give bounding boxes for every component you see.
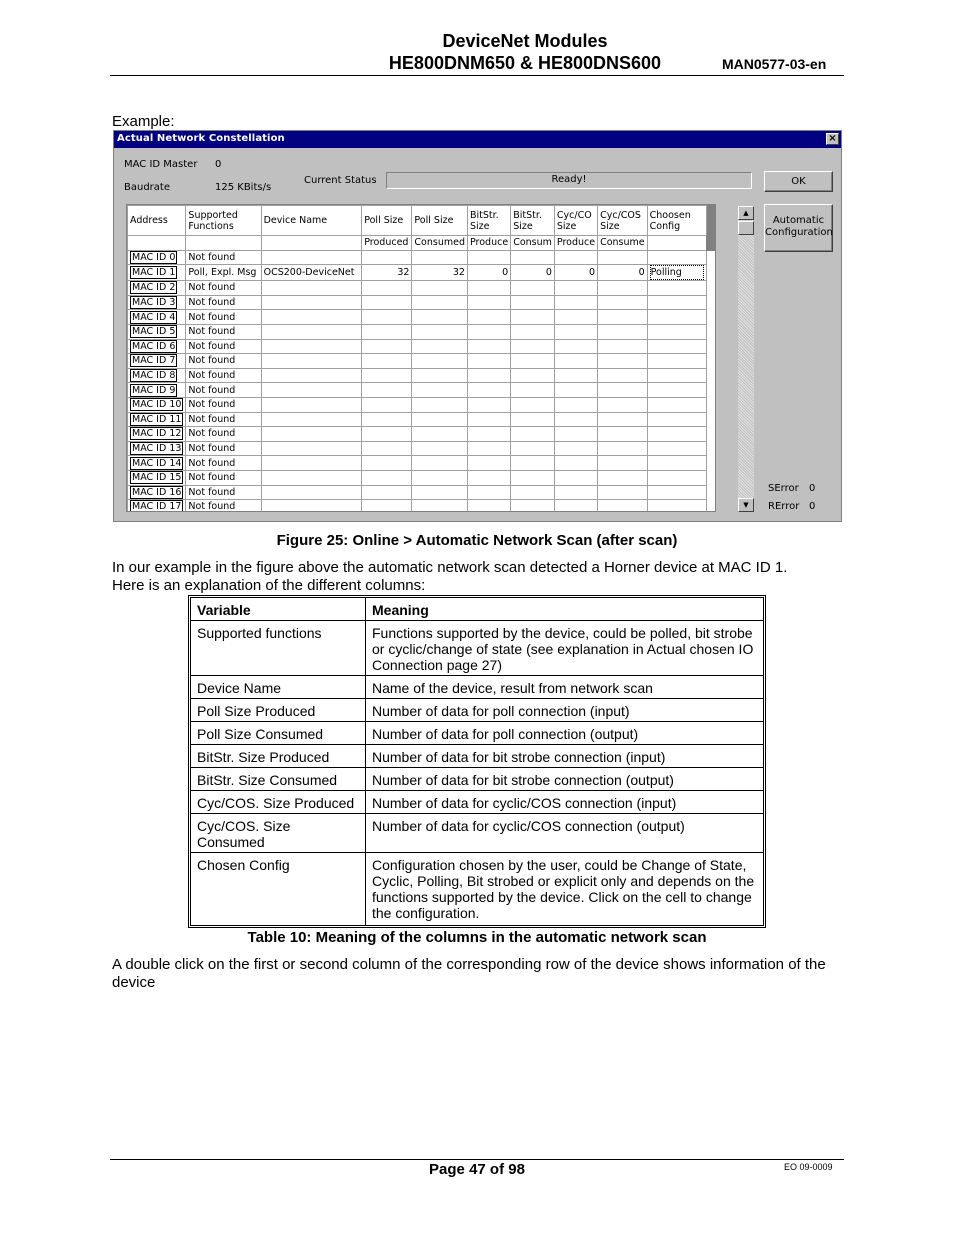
col-poll-size-consumed[interactable]: Poll Size: [412, 206, 468, 236]
col-device-name[interactable]: Device Name: [261, 206, 362, 236]
meaning-cell: Number of data for poll connection (output): [366, 722, 764, 745]
row-chosen-config[interactable]: [647, 397, 706, 412]
variable-cell: Device Name: [191, 676, 366, 699]
table-caption: Table 10: Meaning of the columns in the automatic network scan: [247, 929, 707, 946]
row-chosen-config[interactable]: [647, 412, 706, 427]
row-chosen-config[interactable]: [647, 427, 706, 442]
device-row[interactable]: [128, 368, 715, 383]
row-bit-produced[interactable]: [467, 324, 510, 339]
row-chosen-config[interactable]: [647, 470, 706, 485]
document-title-line1: DeviceNet Modules: [442, 31, 608, 51]
mac-id-master-value: 0: [215, 159, 222, 170]
row-functions[interactable]: Not found: [186, 250, 261, 265]
row-address[interactable]: MAC ID 14: [128, 456, 186, 471]
row-functions[interactable]: Poll, Expl. Msg: [186, 265, 261, 281]
current-status-label: Current Status: [304, 175, 377, 186]
row-functions[interactable]: Not found: [186, 485, 261, 500]
row-cyc-produced[interactable]: [554, 441, 597, 456]
grid-scrollbar[interactable]: [738, 206, 754, 512]
figure-caption: Figure 25: Online > Automatic Network Scan (after scan): [276, 532, 678, 549]
row-poll-consumed[interactable]: [412, 281, 468, 296]
row-device-name[interactable]: [261, 397, 362, 412]
meaning-row: [191, 768, 764, 791]
row-device-name[interactable]: [261, 339, 362, 354]
row-bit-consumed[interactable]: [511, 485, 555, 500]
row-poll-produced[interactable]: [362, 412, 412, 427]
meaning-row: [191, 722, 764, 745]
row-address[interactable]: MAC ID 0: [128, 250, 186, 265]
row-poll-consumed[interactable]: [412, 250, 468, 265]
col-chosen-config[interactable]: Choosen Config: [647, 206, 706, 236]
variable-cell: Cyc/COS. Size Consumed: [191, 814, 366, 853]
row-poll-produced[interactable]: 32: [362, 265, 412, 281]
intro-line-1: In our example in the figure above the automatic network scan detected a Horner device at MAC ID 1.: [112, 559, 788, 576]
row-cyc-consumed[interactable]: [598, 324, 648, 339]
row-bit-produced[interactable]: [467, 281, 510, 296]
network-table: [127, 205, 715, 512]
row-bit-consumed[interactable]: [511, 281, 555, 296]
variable-cell: BitStr. Size Consumed: [191, 768, 366, 791]
row-bit-consumed[interactable]: [511, 339, 555, 354]
row-bit-consumed[interactable]: [511, 368, 555, 383]
row-cyc-produced[interactable]: [554, 427, 597, 442]
example-label: Example:: [112, 113, 175, 130]
row-bit-consumed[interactable]: [511, 441, 555, 456]
row-bit-produced[interactable]: [467, 250, 510, 265]
row-bit-consumed[interactable]: [511, 412, 555, 427]
device-row[interactable]: [128, 281, 715, 296]
row-chosen-config[interactable]: [647, 324, 706, 339]
device-row[interactable]: [128, 354, 715, 369]
meaning-row: [191, 745, 764, 768]
row-functions[interactable]: Not found: [186, 324, 261, 339]
page-number: Page 47 of 98: [429, 1161, 525, 1178]
scroll-thumb[interactable]: [738, 221, 754, 235]
row-bit-produced[interactable]: [467, 412, 510, 427]
row-device-name[interactable]: [261, 250, 362, 265]
automatic-configuration-button[interactable]: [764, 204, 833, 252]
variable-cell: Cyc/COS. Size Produced: [191, 791, 366, 814]
automatic-configuration-label-2: Configuration: [765, 227, 833, 238]
intro-line-2: Here is an explanation of the different columns:: [112, 577, 426, 594]
row-cyc-produced[interactable]: [554, 250, 597, 265]
row-bit-produced[interactable]: [467, 339, 510, 354]
row-bit-produced[interactable]: [467, 310, 510, 325]
row-poll-consumed[interactable]: [412, 412, 468, 427]
row-cyc-consumed[interactable]: [598, 295, 648, 310]
row-cyc-consumed[interactable]: [598, 456, 648, 471]
row-poll-produced[interactable]: [362, 295, 412, 310]
row-cyc-produced[interactable]: [554, 310, 597, 325]
row-poll-produced[interactable]: [362, 310, 412, 325]
row-poll-consumed[interactable]: [412, 441, 468, 456]
row-poll-consumed[interactable]: [412, 397, 468, 412]
device-row[interactable]: [128, 265, 715, 281]
row-poll-produced[interactable]: [362, 324, 412, 339]
device-row[interactable]: [128, 441, 715, 456]
meaning-row: [191, 853, 764, 926]
row-poll-produced[interactable]: [362, 427, 412, 442]
row-bit-consumed[interactable]: [511, 427, 555, 442]
meaning-cell: Number of data for cyclic/COS connection (input): [366, 791, 764, 814]
row-poll-produced[interactable]: [362, 500, 412, 512]
row-chosen-config[interactable]: [647, 383, 706, 398]
row-address[interactable]: MAC ID 6: [128, 339, 186, 354]
row-cyc-consumed[interactable]: 0: [598, 265, 648, 281]
row-poll-produced[interactable]: [362, 456, 412, 471]
sub-bit-consumed: Consum: [511, 236, 555, 251]
row-address[interactable]: MAC ID 9: [128, 383, 186, 398]
row-chosen-config[interactable]: [647, 310, 706, 325]
row-bit-consumed[interactable]: [511, 354, 555, 369]
row-poll-consumed[interactable]: [412, 456, 468, 471]
row-functions[interactable]: Not found: [186, 310, 261, 325]
dialog-title: Actual Network Constellation: [117, 133, 285, 144]
grid-header-row: [128, 206, 715, 236]
variable-cell: Poll Size Consumed: [191, 722, 366, 745]
network-grid: [126, 204, 716, 512]
meaning-row: [191, 676, 764, 699]
meaning-cell: Configuration chosen by the user, could be Change of State, Cyclic, Polling, Bit strobed or explicit only and depends on the functions supported by the device. Click on the cell to change the configuration.: [366, 853, 764, 926]
row-chosen-config[interactable]: [647, 281, 706, 296]
row-bit-produced[interactable]: [467, 354, 510, 369]
row-chosen-config[interactable]: [647, 456, 706, 471]
row-cyc-consumed[interactable]: [598, 368, 648, 383]
col-supported-functions[interactable]: Supported Functions: [186, 206, 261, 236]
row-poll-consumed[interactable]: [412, 354, 468, 369]
row-poll-produced[interactable]: [362, 383, 412, 398]
row-device-name[interactable]: [261, 470, 362, 485]
row-cyc-produced[interactable]: [554, 456, 597, 471]
meaning-cell: Number of data for poll connection (input): [366, 699, 764, 722]
row-bit-consumed[interactable]: [511, 250, 555, 265]
variable-cell: Chosen Config: [191, 853, 366, 926]
sub-cyc-produced: Produce: [554, 236, 597, 251]
meaning-cell: Name of the device, result from network scan: [366, 676, 764, 699]
row-chosen-config[interactable]: [647, 339, 706, 354]
row-cyc-produced[interactable]: [554, 397, 597, 412]
header-variable: Variable: [191, 598, 366, 621]
network-constellation-dialog: [113, 130, 842, 522]
row-functions[interactable]: Not found: [186, 295, 261, 310]
row-poll-consumed[interactable]: 32: [412, 265, 468, 281]
row-cyc-consumed[interactable]: [598, 485, 648, 500]
grid-subheader-row: [128, 236, 715, 251]
row-chosen-config[interactable]: Polling: [647, 265, 706, 281]
row-chosen-config[interactable]: [647, 485, 706, 500]
row-bit-consumed[interactable]: [511, 397, 555, 412]
header-meaning: Meaning: [366, 598, 764, 621]
row-device-name[interactable]: [261, 368, 362, 383]
row-poll-produced[interactable]: [362, 397, 412, 412]
serror-label: SError: [768, 483, 799, 494]
footer-rule: [110, 1159, 844, 1160]
row-cyc-produced[interactable]: [554, 368, 597, 383]
row-device-name[interactable]: [261, 456, 362, 471]
ok-button[interactable]: OK: [764, 171, 833, 192]
row-functions[interactable]: Not found: [186, 441, 261, 456]
sub-bit-produced: Produce: [467, 236, 510, 251]
device-row[interactable]: [128, 470, 715, 485]
intro-paragraph: [112, 559, 844, 595]
row-cyc-consumed[interactable]: [598, 383, 648, 398]
device-row[interactable]: [128, 250, 715, 265]
row-device-name[interactable]: [261, 412, 362, 427]
row-cyc-produced[interactable]: [554, 383, 597, 398]
variable-cell: Supported functions: [191, 621, 366, 676]
row-functions[interactable]: Not found: [186, 281, 261, 296]
row-poll-produced[interactable]: [362, 368, 412, 383]
scroll-down-icon[interactable]: ▼: [738, 498, 754, 512]
row-bit-produced[interactable]: [467, 427, 510, 442]
variable-cell: BitStr. Size Produced: [191, 745, 366, 768]
row-poll-produced[interactable]: [362, 250, 412, 265]
row-device-name[interactable]: [261, 310, 362, 325]
row-cyc-consumed[interactable]: [598, 250, 648, 265]
row-poll-consumed[interactable]: [412, 427, 468, 442]
row-cyc-produced[interactable]: [554, 295, 597, 310]
sub-poll-consumed: Consumed: [412, 236, 468, 251]
row-poll-consumed[interactable]: [412, 339, 468, 354]
row-bit-produced[interactable]: [467, 470, 510, 485]
device-row[interactable]: [128, 324, 715, 339]
row-bit-produced[interactable]: [467, 295, 510, 310]
baudrate-label: Baudrate: [124, 182, 170, 193]
dialog-titlebar: [114, 131, 841, 148]
meaning-table-frame: [188, 595, 766, 928]
device-row[interactable]: [128, 412, 715, 427]
meaning-table-header: [191, 598, 764, 621]
closing-paragraph: A double click on the first or second column of the corresponding row of the device shows information of the device: [112, 956, 826, 991]
device-row[interactable]: [128, 427, 715, 442]
row-device-name[interactable]: OCS200-DeviceNet: [261, 265, 362, 281]
meaning-row: [191, 699, 764, 722]
meaning-cell: Number of data for cyclic/COS connection (output): [366, 814, 764, 853]
scroll-up-icon[interactable]: ▲: [738, 206, 754, 220]
row-address[interactable]: MAC ID 12: [128, 427, 186, 442]
device-row[interactable]: [128, 295, 715, 310]
row-chosen-config[interactable]: [647, 250, 706, 265]
document-code: MAN0577-03-en: [722, 56, 827, 72]
row-cyc-produced[interactable]: [554, 324, 597, 339]
baudrate-value: 125 KBits/s: [215, 182, 272, 193]
meaning-row: [191, 814, 764, 853]
meaning-table: [190, 597, 764, 926]
row-address[interactable]: MAC ID 4: [128, 310, 186, 325]
row-cyc-consumed[interactable]: [598, 339, 648, 354]
row-cyc-consumed[interactable]: [598, 500, 648, 512]
row-bit-produced[interactable]: 0: [467, 265, 510, 281]
row-functions[interactable]: Not found: [186, 383, 261, 398]
row-device-name[interactable]: [261, 485, 362, 500]
document-title: [300, 30, 750, 74]
row-functions[interactable]: Not found: [186, 397, 261, 412]
row-functions[interactable]: Not found: [186, 412, 261, 427]
variable-cell: Poll Size Produced: [191, 699, 366, 722]
close-icon[interactable]: ×: [826, 133, 839, 145]
row-poll-produced[interactable]: [362, 441, 412, 456]
row-address[interactable]: MAC ID 5: [128, 324, 186, 339]
row-poll-consumed[interactable]: [412, 500, 468, 512]
row-cyc-consumed[interactable]: [598, 441, 648, 456]
automatic-configuration-label-1: Automatic: [772, 215, 825, 226]
row-bit-consumed[interactable]: [511, 500, 555, 512]
row-bit-consumed[interactable]: [511, 456, 555, 471]
meaning-cell: Number of data for bit strobe connection (input): [366, 745, 764, 768]
device-row[interactable]: [128, 383, 715, 398]
meaning-cell: Number of data for bit strobe connection (output): [366, 768, 764, 791]
row-cyc-consumed[interactable]: [598, 397, 648, 412]
row-functions[interactable]: Not found: [186, 470, 261, 485]
row-poll-consumed[interactable]: [412, 324, 468, 339]
row-cyc-produced[interactable]: [554, 354, 597, 369]
row-functions[interactable]: Not found: [186, 368, 261, 383]
row-address[interactable]: MAC ID 2: [128, 281, 186, 296]
row-chosen-config[interactable]: [647, 368, 706, 383]
row-cyc-produced[interactable]: 0: [554, 265, 597, 281]
row-bit-consumed[interactable]: [511, 383, 555, 398]
row-poll-consumed[interactable]: [412, 310, 468, 325]
row-bit-consumed[interactable]: [511, 324, 555, 339]
row-poll-consumed[interactable]: [412, 295, 468, 310]
row-functions[interactable]: Not found: [186, 339, 261, 354]
row-device-name[interactable]: [261, 354, 362, 369]
row-device-name[interactable]: [261, 500, 362, 512]
sub-cyc-consumed: Consume: [598, 236, 648, 251]
row-device-name[interactable]: [261, 295, 362, 310]
row-cyc-consumed[interactable]: [598, 310, 648, 325]
row-bit-produced[interactable]: [467, 500, 510, 512]
row-chosen-config[interactable]: [647, 500, 706, 512]
col-bitstr-consumed[interactable]: BitStr. Size: [511, 206, 555, 236]
row-cyc-consumed[interactable]: [598, 470, 648, 485]
row-bit-consumed[interactable]: [511, 310, 555, 325]
row-poll-consumed[interactable]: [412, 470, 468, 485]
device-row[interactable]: [128, 485, 715, 500]
row-address[interactable]: MAC ID 3: [128, 295, 186, 310]
row-address[interactable]: MAC ID 13: [128, 441, 186, 456]
col-bitstr-produced[interactable]: BitStr. Size: [467, 206, 510, 236]
row-bit-consumed[interactable]: 0: [511, 265, 555, 281]
row-functions[interactable]: Not found: [186, 500, 261, 512]
row-address[interactable]: MAC ID 1: [128, 265, 186, 281]
meaning-row: [191, 621, 764, 676]
row-address[interactable]: MAC ID 7: [128, 354, 186, 369]
row-bit-produced[interactable]: [467, 485, 510, 500]
row-cyc-produced[interactable]: [554, 500, 597, 512]
col-cyc-consumed[interactable]: Cyc/COS Size: [598, 206, 648, 236]
row-device-name[interactable]: [261, 441, 362, 456]
row-poll-consumed[interactable]: [412, 485, 468, 500]
row-bit-produced[interactable]: [467, 368, 510, 383]
row-poll-consumed[interactable]: [412, 368, 468, 383]
rerror-label: RError: [768, 501, 800, 512]
row-address[interactable]: MAC ID 8: [128, 368, 186, 383]
row-poll-produced[interactable]: [362, 354, 412, 369]
col-address[interactable]: Address: [128, 206, 186, 236]
row-chosen-config[interactable]: [647, 441, 706, 456]
row-cyc-consumed[interactable]: [598, 281, 648, 296]
row-bit-produced[interactable]: [467, 397, 510, 412]
row-functions[interactable]: Not found: [186, 354, 261, 369]
row-poll-produced[interactable]: [362, 339, 412, 354]
header-rule: [110, 75, 844, 76]
row-address[interactable]: MAC ID 10: [128, 397, 186, 412]
mac-id-master-label: MAC ID Master: [124, 159, 198, 170]
row-bit-produced[interactable]: [467, 441, 510, 456]
row-cyc-consumed[interactable]: [598, 427, 648, 442]
row-bit-produced[interactable]: [467, 383, 510, 398]
row-device-name[interactable]: [261, 281, 362, 296]
serror-value: 0: [809, 483, 816, 494]
row-chosen-config[interactable]: [647, 295, 706, 310]
row-functions[interactable]: Not found: [186, 427, 261, 442]
row-bit-consumed[interactable]: [511, 470, 555, 485]
row-poll-produced[interactable]: [362, 281, 412, 296]
row-address[interactable]: MAC ID 17: [128, 500, 186, 512]
row-bit-consumed[interactable]: [511, 295, 555, 310]
row-cyc-consumed[interactable]: [598, 354, 648, 369]
row-poll-produced[interactable]: [362, 470, 412, 485]
device-row[interactable]: [128, 397, 715, 412]
row-address[interactable]: MAC ID 11: [128, 412, 186, 427]
eo-number: EO 09-0009: [784, 1162, 833, 1172]
sub-poll-produced: Produced: [362, 236, 412, 251]
row-cyc-produced[interactable]: [554, 412, 597, 427]
row-cyc-produced[interactable]: [554, 485, 597, 500]
grid-gray-area: [706, 206, 714, 251]
col-poll-size-produced[interactable]: Poll Size: [362, 206, 412, 236]
device-row[interactable]: [128, 456, 715, 471]
meaning-cell: Functions supported by the device, could be polled, bit strobe or cyclic/change of state (see explanation in Actual chosen IO Connection page 27): [366, 621, 764, 676]
device-row[interactable]: [128, 500, 715, 512]
col-cyc-produced[interactable]: Cyc/CO Size: [554, 206, 597, 236]
row-bit-produced[interactable]: [467, 456, 510, 471]
row-cyc-produced[interactable]: [554, 281, 597, 296]
device-row[interactable]: [128, 310, 715, 325]
current-status-field: Ready!: [386, 172, 752, 189]
device-row[interactable]: [128, 339, 715, 354]
row-device-name[interactable]: [261, 324, 362, 339]
row-cyc-produced[interactable]: [554, 470, 597, 485]
rerror-value: 0: [809, 501, 816, 512]
row-address[interactable]: MAC ID 15: [128, 470, 186, 485]
row-poll-produced[interactable]: [362, 485, 412, 500]
row-functions[interactable]: Not found: [186, 456, 261, 471]
document-title-line2: HE800DNM650 & HE800DNS600: [388, 53, 662, 73]
row-cyc-produced[interactable]: [554, 339, 597, 354]
row-device-name[interactable]: [261, 427, 362, 442]
meaning-row: [191, 791, 764, 814]
row-poll-consumed[interactable]: [412, 383, 468, 398]
row-device-name[interactable]: [261, 383, 362, 398]
row-address[interactable]: MAC ID 16: [128, 485, 186, 500]
row-cyc-consumed[interactable]: [598, 412, 648, 427]
row-chosen-config[interactable]: [647, 354, 706, 369]
